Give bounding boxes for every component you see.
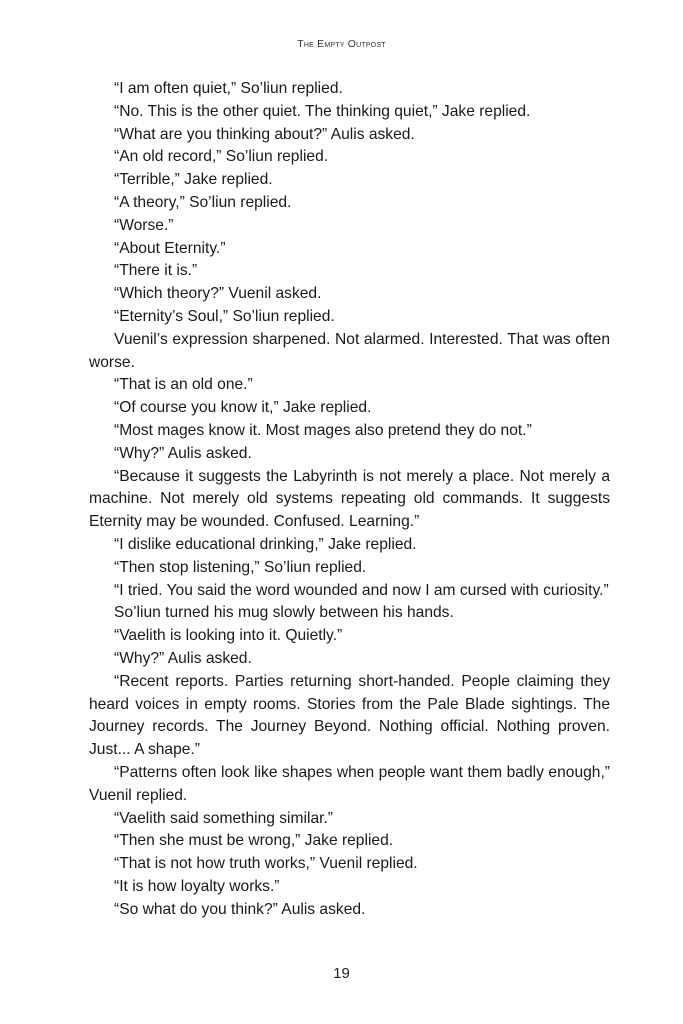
page-number: 19 [333, 965, 350, 982]
paragraph: “Terrible,” Jake replied. [114, 171, 273, 189]
paragraph: “Of course you know it,” Jake replied. [114, 399, 372, 417]
paragraph: “Eternity’s Soul,” So’liun replied. [114, 307, 335, 325]
paragraph: “Which theory?” Vuenil asked. [114, 285, 322, 303]
paragraph: “Why?” Aulis asked. [114, 649, 252, 667]
paragraph: “Then stop listening,” So’liun replied. [114, 558, 367, 576]
running-header: The Empty Outpost [297, 38, 386, 50]
paragraph: “I tried. You said the word wounded and now I am cursed with curiosity.” [114, 581, 609, 599]
paragraph: “That is an old one.” [114, 376, 253, 394]
paragraph: “No. This is the other quiet. The thinking quiet,” Jake replied. [114, 102, 531, 120]
paragraph: “Recent reports. Parties returning short-handed. People claiming they heard voices in empty rooms. Stories from the Pale Blade sightings. The Journey records. The Journey Beyond. Nothing official. Nothing proven. Just... A shape.” [89, 672, 610, 759]
paragraph: “Because it suggests the Labyrinth is not merely a place. Not merely a machine. Not merely old systems repeating old commands. It suggests Eternity may be wounded. Confused. Learning.” [89, 467, 610, 531]
paragraph: “An old record,” So’liun replied. [114, 148, 329, 166]
paragraph: “About Eternity.” [114, 239, 226, 257]
paragraph: “I am often quiet,” So’liun replied. [114, 80, 343, 97]
paragraph: “A theory,” So’liun replied. [114, 193, 292, 211]
paragraph: “That is not how truth works,” Vuenil replied. [114, 855, 418, 873]
paragraph: So’liun turned his mug slowly between his hands. [114, 604, 454, 622]
paragraph: “What are you thinking about?” Aulis asked. [114, 125, 415, 143]
paragraph: “Then she must be wrong,” Jake replied. [114, 832, 394, 850]
paragraph: “Most mages know it. Most mages also pretend they do not.” [114, 421, 532, 439]
paragraph: “So what do you think?” Aulis asked. [114, 900, 366, 918]
paragraph: “Patterns often look like shapes when people want them badly enough,” Vuenil replied. [89, 763, 610, 804]
body-text [89, 78, 610, 921]
paragraph: “There it is.” [114, 262, 198, 280]
paragraph: “Vaelith is looking into it. Quietly.” [114, 627, 343, 645]
paragraph: “Worse.” [114, 216, 174, 234]
paragraph: “It is how loyalty works.” [114, 877, 280, 895]
paragraph: “Why?” Aulis asked. [114, 444, 252, 462]
paragraph: Vuenil’s expression sharpened. Not alarmed. Interested. That was often worse. [89, 330, 610, 371]
paragraph: “I dislike educational drinking,” Jake replied. [114, 535, 417, 553]
paragraph: “Vaelith said something similar.” [114, 809, 333, 827]
